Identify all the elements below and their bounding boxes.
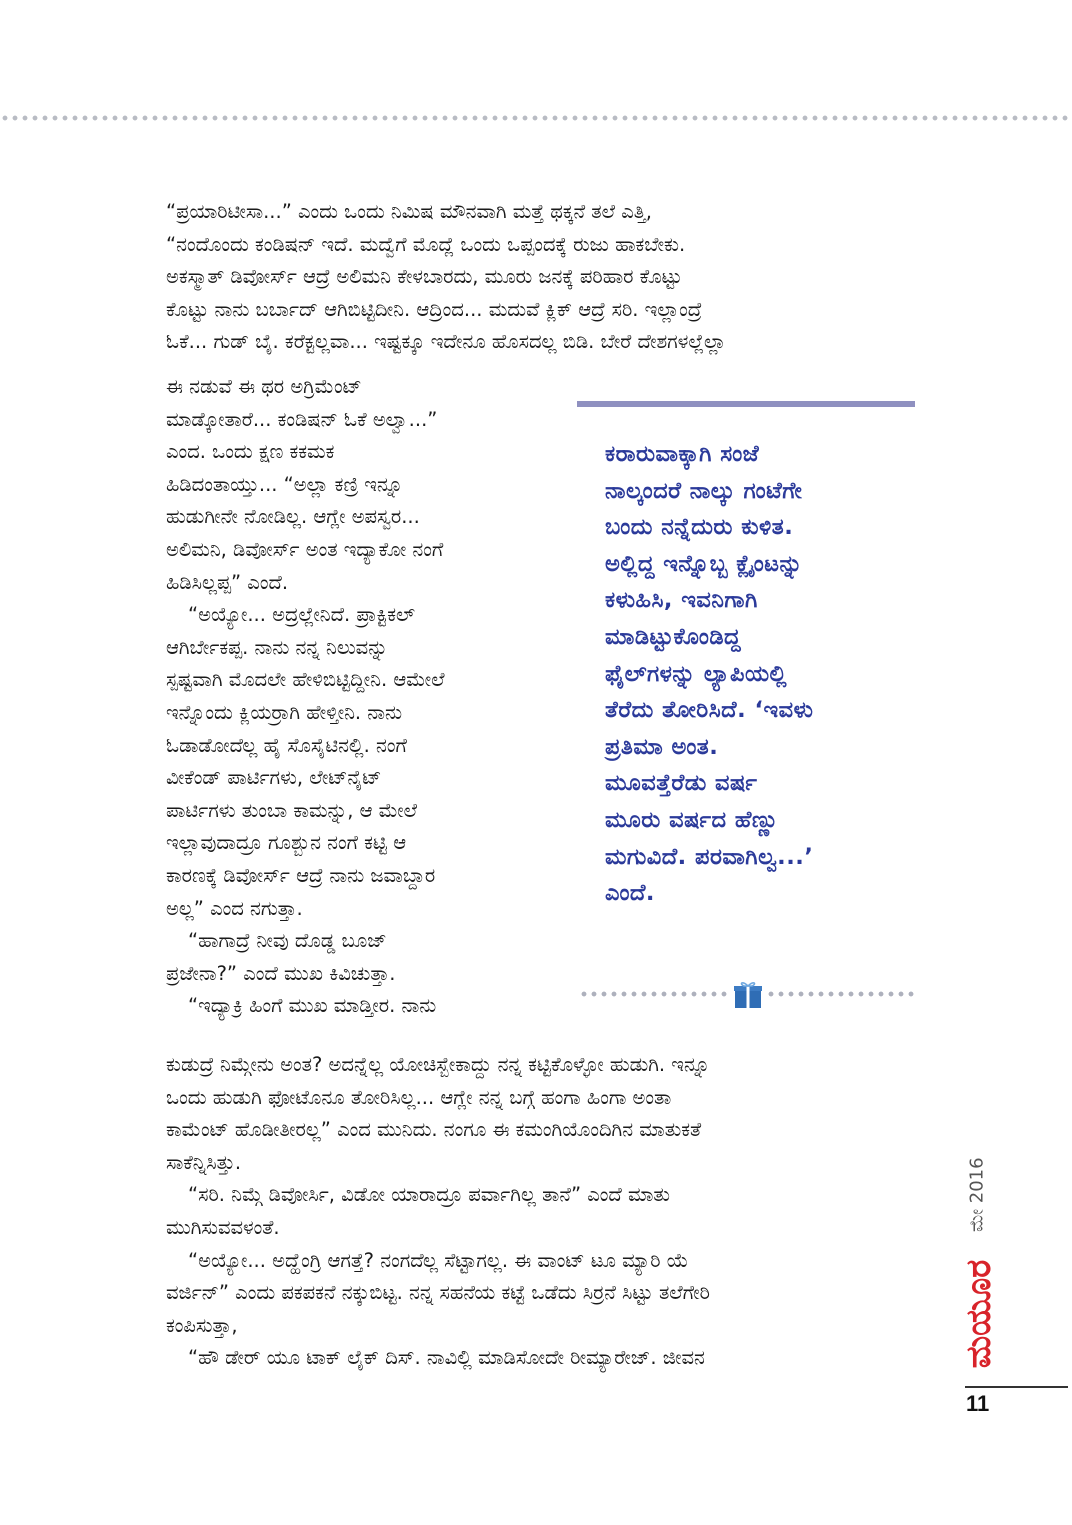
top-dotted-rule	[0, 114, 1072, 122]
magazine-logo	[955, 1255, 999, 1373]
page-number: 11	[966, 1391, 990, 1416]
text-line: “ಹಾಗಾದ್ರೆ ನೀವು ದೊಡ್ಡ ಬೂಜ್	[188, 929, 387, 953]
text-line: ಈ ನಡುವೆ ಈ ಥರ ಅಗ್ರಿಮೆಂಟ್	[166, 375, 362, 398]
text-line: ಪ್ರಜೇನಾ?” ಎಂದೆ ಮುಖ ಕಿವಿಚುತ್ತಾ.	[166, 961, 396, 985]
text-line: “ಇದ್ಯಾಕ್ರಿ ಹಿಂಗೆ ಮುಖ ಮಾಡ್ತೀರ. ನಾನು	[188, 994, 437, 1018]
text-line: ಬಂದು ನನ್ನೆದುರು ಕುಳಿತ.	[605, 514, 794, 541]
text-line: “ನಂದೊಂದು ಕಂಡಿಷನ್ ಇದೆ. ಮದ್ವೆಗೆ ಮೊದ್ಲೆ ಒಂದು ಒಪ್ಪಂದಕ್ಕೆ ರುಜು ಹಾಕಬೇಕು.	[166, 232, 686, 256]
text-line: ಇಲ್ಲಾವುದಾದ್ರೂ ಗೂಶ್ಬುನ ನಂಗೆ ಕಟ್ಟಿ ಆ	[166, 831, 407, 855]
svg-text:ಮಯೂರ: ಮಯೂರ	[959, 1259, 999, 1369]
ornament-dots-left	[579, 990, 729, 998]
text-line: ಕಾಮೆಂಟ್ ಹೊಡೀತೀರಲ್ಲ” ಎಂದ ಮುನಿದು. ನಂಗೂ ಈ ಕಮಂಗಿಯೊಂದಿಗಿನ ಮಾತುಕತೆ	[166, 1118, 702, 1142]
text-line: “ಪ್ರಯಾರಿಟೀಸಾ...” ಎಂದು ಒಂದು ನಿಮಿಷ ಮೌನವಾಗಿ ಮತ್ತೆ ಥಕ್ಕನೆ ತಲೆ ಎತ್ತಿ,	[166, 200, 652, 223]
text-line: ಕಳುಹಿಸಿ, ಇವನಿಗಾಗಿ	[605, 587, 758, 614]
text-line: ಹಿಡಿಸಿಲ್ಲಪ್ಪ” ಎಂದೆ.	[166, 570, 289, 594]
ornament-dots-right	[766, 990, 916, 998]
text-line: ಎಂದೆ.	[605, 880, 655, 907]
text-line: ಇನ್ನೊಂದು ಕ್ಲಿಯರ್ರಾಗಿ ಹೇಳ್ತೀನಿ. ನಾನು	[166, 700, 403, 724]
text-line: ಸಾಕೆನ್ನಿಸಿತ್ತು.	[166, 1150, 242, 1174]
text-line: ಮೂರು ವರ್ಷದ ಹೆಣ್ಣು	[605, 806, 779, 833]
text-line: ಅಕಸ್ಮಾತ್ ಡಿವೋರ್ಸ್ ಆದ್ರೆ ಅಲಿಮನಿ ಕೇಳಬಾರದು, ಮೂರು ಜನಕ್ಕೆ ಪರಿಹಾರ ಕೊಟ್ಟು	[166, 265, 682, 289]
text-line: ಮುಗಿಸುವವಳಂತೆ.	[166, 1215, 280, 1239]
page-number-rule	[965, 1386, 1068, 1388]
text-line: ನಾಲ್ಕಂದರೆ ನಾಲ್ಕು ಗಂಟೆಗೇ	[605, 477, 803, 504]
pull-quote	[605, 436, 915, 912]
text-line: ಓಡಾಡೋದೆಲ್ಲ ಹೈ ಸೊಸೈಟಿನಲ್ಲಿ. ನಂಗೆ	[166, 733, 407, 757]
text-line: ಪ್ರತಿಮಾ ಅಂತ.	[605, 733, 719, 760]
text-line: ತೆರೆದು ತೋರಿಸಿದೆ. ‘ಇವಳು	[605, 697, 814, 724]
text-line: ಎಂದ. ಒಂದು ಕ್ಷಣ ಕಕಮಕ	[166, 440, 335, 464]
text-line: ಒಂದು ಹುಡುಗಿ ಫೋಟೊನೂ ತೋರಿಸಿಲ್ಲ... ಆಗ್ಲೇ ನನ್ನ ಬಗ್ಗೆ ಹಂಗಾ ಹಿಂಗಾ ಅಂತಾ	[166, 1085, 672, 1109]
text-line: “ಹೌ ಡೇರ್ ಯೂ ಟಾಕ್ ಲೈಕ್ ದಿಸ್. ನಾವಿಲ್ಲಿ ಮಾಡಿಸೋದೇ ರೀಮ್ಯಾರೇಜ್. ಜೀವನ	[188, 1346, 705, 1370]
text-line: ವೀಕೆಂಡ್ ಪಾರ್ಟಿಗಳು, ಲೇಟ್‌ನೈಟ್	[166, 766, 382, 790]
text-line: ಅಲಿಮನಿ, ಡಿವೋರ್ಸ್ ಅಂತ ಇದ್ಯಾಕೋ ನಂಗೆ	[166, 537, 444, 561]
issue-date: ಮೇ 2016	[966, 1157, 988, 1233]
text-line: ಮೂವತ್ತೆರೆಡು ವರ್ಷ	[605, 770, 758, 797]
text-line: ವರ್ಜಿನ್” ಎಂದು ಪಕಪಕನೆ ನಕ್ಕುಬಿಟ್ಟ. ನನ್ನ ಸಹನೆಯ ಕಟ್ಟೆ ಒಡೆದು ಸಿರ್ರನೆ ಸಿಟ್ಟು ತಲೆಗೇರಿ	[166, 1281, 710, 1305]
text-line: ಮಾಡ್ಕೋತಾರೆ... ಕಂಡಿಷನ್ ಓಕೆ ಅಲ್ವಾ...”	[166, 407, 438, 431]
text-line: ಕಂಪಿಸುತ್ತಾ,	[166, 1313, 238, 1337]
text-line: ಪಾರ್ಟಿಗಳು ತುಂಬಾ ಕಾಮನ್ನು, ಆ ಮೇಲೆ	[166, 798, 418, 822]
text-line: ಮಗುವಿದೆ. ಪರವಾಗಿಲ್ವ...’	[605, 843, 814, 870]
pull-quote-top-bar	[577, 401, 915, 407]
article-bottom-paragraphs	[166, 1049, 916, 1375]
article-left-column	[166, 371, 566, 1023]
text-line: ಓಕೆ... ಗುಡ್ ಬೈ. ಕರೆಕ್ಟಲ್ಲವಾ... ಇಷ್ಟಕ್ಕೂ ಇದೇನೂ ಹೊಸದಲ್ಲ ಬಿಡಿ. ಬೇರೆ ದೇಶಗಳಲ್ಲೆಲ್ಲಾ	[166, 330, 726, 354]
text-line: ಅಲ್ಲ” ಎಂದ ನಗುತ್ತಾ.	[166, 896, 303, 920]
text-line: ಕರಾರುವಾಕ್ಕಾಗಿ ಸಂಜೆ	[605, 441, 760, 467]
text-line: ಅಲ್ಲಿದ್ದ ಇನ್ನೊಬ್ಬ ಕ್ಲೈಂಟನ್ನು	[605, 550, 803, 577]
text-line: “ಅಯ್ಯೋ... ಅದ್ಹೆಂಗ್ರಿ ಆಗತ್ತೆ? ನಂಗದೆಲ್ಲ ಸೆಟ್ಟಾಗಲ್ಲ. ಈ ವಾಂಟ್ ಟೂ ಮ್ಯಾರಿ ಯೆ	[188, 1248, 689, 1272]
text-line: ಫೈಲ್‌ಗಳನ್ನು ಲ್ಯಾಪಿಯಲ್ಲಿ	[605, 660, 788, 687]
text-line: ಹಿಡಿದಂತಾಯ್ತು... “ಅಲ್ಲಾ ಕಣ್ರಿ ಇನ್ನೂ	[166, 472, 403, 496]
gift-box-icon	[732, 978, 764, 1010]
article-top-paragraph	[166, 196, 916, 359]
text-line: ಸ್ಪಷ್ಟವಾಗಿ ಮೊದಲೇ ಹೇಳಿಬಿಟ್ಟಿದ್ದೀನಿ. ಆಮೇಲೆ	[166, 668, 445, 692]
text-line: “ಸರಿ. ನಿಮ್ಗೆ ಡಿವೋರ್ಸಿ, ವಿಡೋ ಯಾರಾದ್ರೂ ಪರ್ವಾಗಿಲ್ಲ ತಾನೆ” ಎಂದೆ ಮಾತು	[188, 1183, 670, 1207]
text-line: ಹುಡುಗೀನೇ ನೋಡಿಲ್ಲ. ಆಗ್ಲೇ ಅಪಸ್ವರ...	[166, 505, 420, 529]
text-line: “ಅಯ್ಯೋ... ಅದ್ರಲ್ಲೇನಿದೆ. ಪ್ರಾಕ್ಟಿಕಲ್	[188, 603, 415, 627]
text-line: ಕಾರಣಕ್ಕೆ ಡಿವೋರ್ಸ್ ಆದ್ರೆ ನಾನು ಜವಾಬ್ದಾರ	[166, 863, 436, 887]
text-line: ಕೊಟ್ಟು ನಾನು ಬರ್ಬಾದ್ ಆಗಿಬಿಟ್ಟಿದೀನಿ. ಆದ್ರಿಂದ... ಮದುವೆ ಕ್ಲಿಕ್ ಆದ್ರೆ ಸರಿ. ಇಲ್ಲಾಂದ್ರೆ	[166, 297, 703, 321]
text-line: ಆಗಿರ್ಬೇಕಪ್ಪ. ನಾನು ನನ್ನ ನಿಲುವನ್ನು	[166, 635, 388, 659]
text-line: ಮಾಡಿಟ್ಟುಕೊಂಡಿದ್ದ	[605, 623, 742, 650]
text-line: ಕುಡುದ್ರೆ ನಿಮ್ಗೇನು ಅಂತ? ಅದನ್ನೆಲ್ಲ ಯೋಚಿಸ್ಬೇಕಾದ್ದು ನನ್ನ ಕಟ್ಟಿಕೊಳ್ಳೋ ಹುಡುಗಿ. ಇನ್ನೂ	[166, 1053, 710, 1076]
